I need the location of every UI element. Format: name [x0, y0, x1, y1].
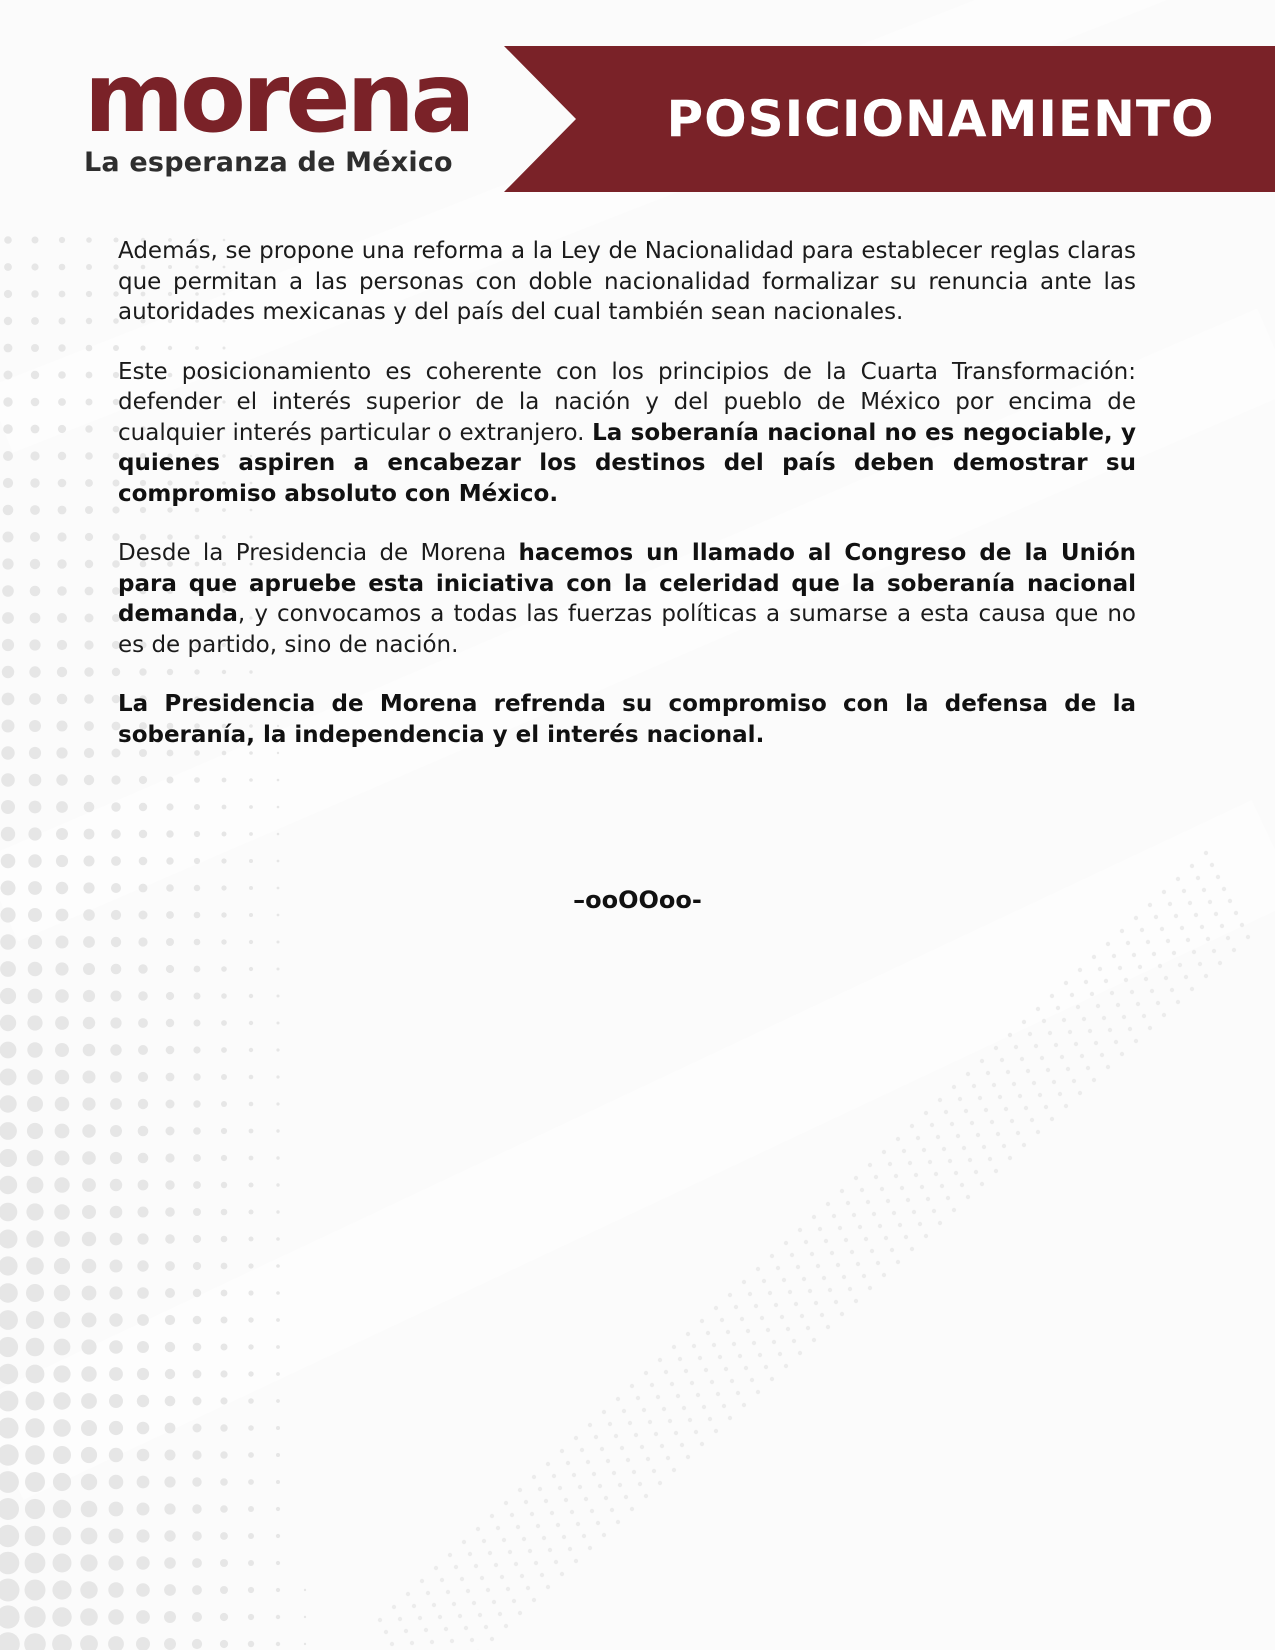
paragraph-2-bold: La soberanía nacional no es negociable, y quienes aspiren a encabezar los destinos del país deben demostrar su compromiso absoluto con México.: [118, 419, 1137, 507]
paragraph-1-text: Además, se propone una reforma a la Ley de Nacionalidad para establecer reglas claras que permitan a las personas con doble nacionalidad formalizar su renuncia ante las autoridades mexicanas y del país del cual también sean nacionales.: [118, 238, 1136, 325]
paragraph-3-bold: hacemos un llamado al Congreso de la Unión para que apruebe esta iniciativa con la celeridad que la soberanía nacional demanda: [118, 540, 1137, 627]
paragraph-4-bold: La Presidencia de Morena refrenda su compromiso con la defensa de la soberanía, la independencia y el interés nacional.: [118, 691, 1136, 748]
paragraph-3-text-end: , y convocamos a todas las fuerzas políticas a sumarse a esta causa que no es de partido, sino de nación.: [118, 601, 1136, 658]
paragraph-3-text-start: Desde la Presidencia de Morena: [118, 540, 519, 566]
morena-logo: [84, 42, 472, 178]
paragraph-2-text: Este posicionamiento es coherente con los principios de la Cuarta Transformación: defender el interés superior de la nación y del pueblo de México por encima de cualquier interés particular o extranjero.: [118, 358, 1136, 446]
document-body: [118, 236, 1136, 779]
paragraph-3: [118, 538, 1136, 660]
paragraph-1: [118, 236, 1136, 328]
header-banner: [504, 46, 1275, 192]
paragraph-2: [118, 357, 1136, 510]
logo-wordmark: morena: [84, 42, 472, 154]
closing-mark: –ooOOoo-: [573, 886, 702, 914]
banner-title: POSICIONAMIENTO: [666, 90, 1215, 148]
logo-tagline: La esperanza de México: [84, 147, 453, 178]
paragraph-4: [118, 689, 1136, 750]
